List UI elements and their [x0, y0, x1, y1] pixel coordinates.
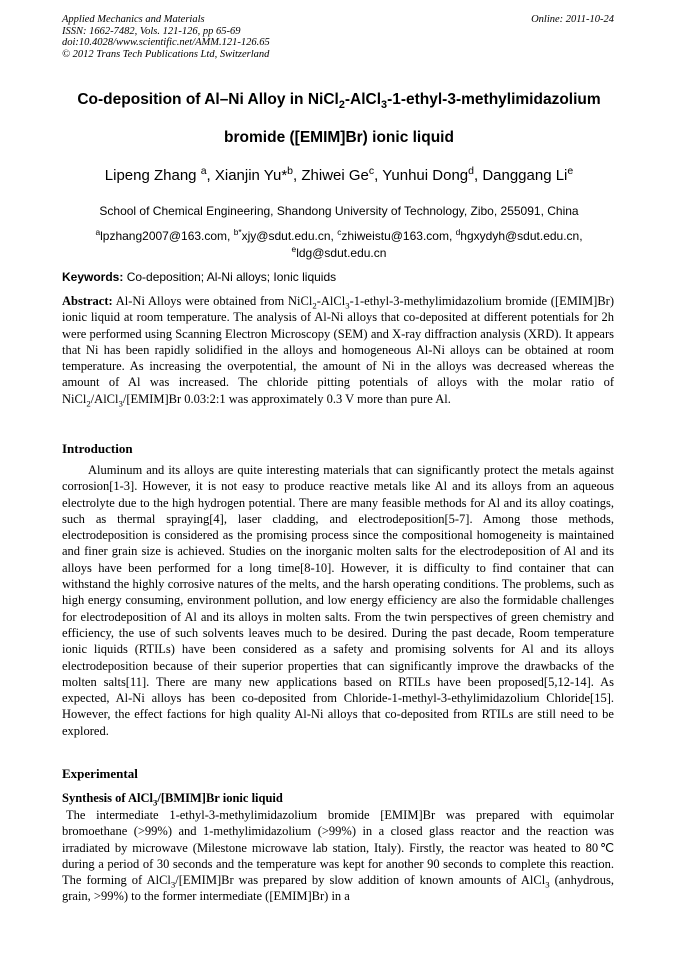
author-name: Lipeng Zhang	[104, 167, 197, 184]
synthesis-paragraph: The intermediate 1-ethyl-3-methylimidazolium bromide [EMIM]Br was prepared with equimolar bromoethane (>99%) and 1-methylimidazolium (>99%) in a closed glass reactor and the reaction was irradiated by microwave (Milestone microwave lab station, Italy). Firstly, the reactor was heated to 80℃ during a period of 30 seconds and the temperature was kept for another 90 seconds to complete this reaction. The forming of AlCl$_3$/[EMIM]Br was prepared by slow addition of known amounts of AlCl$_3$ (anhydrous, grain, >99%) to the former intermediate ([EMIM]Br) in a	[62, 808, 614, 904]
keywords-text: Co-deposition; Al-Ni alloys; Ionic liquids	[123, 270, 337, 284]
online-date: Online: 2011-10-24	[531, 14, 614, 25]
paper-title-line-1: Co-deposition of Al–Ni Alloy in NiCl$_2$-AlCl$_3$-1-ethyl-3-methylimidazolium	[77, 91, 601, 112]
author-emails: $^a$lpzhang2007@163.com, $^{b*}$xjy@sdut.edu.cn, $^c$zhiweistu@163.com, $^d$hgxydyh@sdut.edu.cn, $^e$ldg@sdut.edu.cn	[95, 227, 583, 260]
copyright-line: © 2012 Trans Tech Publications Ltd, Switzerland	[62, 48, 270, 60]
synthesis-subheading: Synthesis of AlCl$_3$/[BMIM]Br ionic liquid	[62, 791, 283, 808]
introduction-paragraph: Aluminum and its alloys are quite interesting materials that can significantly protect the metals against corrosion[1-3]. However, it is not easy to produce reactive metals like Al and its alloys from an aqueous electrolyte due to the high hydrogen potential. There are many feasible methods for Al and its alloy coatings, such as thermal spraying[4], laser cladding, and electrodeposition[5-7]. Among those methods, electrodeposition is considered as the promising process since the compositional homogeneity is maintained and finer grain size is achieved. Studies on the inorganic molten salts for the electrodeposition of Al and its alloys have been performed for a long time[8-10]. However, it is difficulty to find container that can withstand the highly corrosive natures of the melts, and the harsh operating conditions. The problems, such as high energy consuming, environment pollution, and low energy efficiency are also the formidable challenges for electrodeposition of Al and its alloys in molten salts. From the twin perspectives of green chemistry and efficiency, the use of such solvents leaves much to be desired. During the past decade, Room temperature ionic liquids (RTILs) have been considered as a safety and promising solvents for Al and its alloys electrodeposition because of their superior properties that can significantly improve the drawbacks of the molten salts[11]. There are many new applications based on RTILs have been proposed[5,12-14]. As expected, Al-Ni alloys has been co-deposited from Chloride-1-methyl-3-ethylimidazolium Chloride[15]. However, the effect factions for high quality Al-Ni alloys that co-deposited from RTILs are still need to be explored.	[62, 463, 614, 738]
keywords	[62, 270, 336, 284]
introduction-heading: Introduction	[62, 441, 133, 456]
experimental-heading: Experimental	[62, 766, 138, 781]
keywords-label: Keywords:	[62, 270, 124, 284]
affiliation: School of Chemical Engineering, Shandong University of Technology, Zibo, 255091, China	[99, 204, 579, 218]
author-name: Xianjin Yu*	[214, 167, 288, 184]
abstract-label: Abstract:	[62, 294, 113, 308]
journal-name: Applied Mechanics and Materials	[62, 14, 205, 25]
author-name: Zhiwei Ge	[301, 167, 369, 184]
journal-header	[62, 14, 270, 60]
author-list: Lipeng Zhang $^a$, Xianjin Yu*$^b$, Zhiwei Ge$^c$, Yunhui Dong$^d$, Danggang Li$^e$	[104, 165, 574, 184]
paper-title-line-2: bromide ([EMIM]Br) ionic liquid	[224, 129, 454, 146]
author-name: Yunhui Dong	[382, 167, 469, 184]
author-name: Danggang Li	[482, 167, 568, 184]
abstract: Abstract: Al-Ni Alloys were obtained from NiCl$_2$-AlCl$_3$-1-ethyl-3-methylimidazolium bromide ([EMIM]Br) ionic liquid at room temperature. The analysis of Al-Ni alloys that co-deposited at different potentials for 2h were performed using Scanning Electron Microscopy (SEM) and X-ray diffraction analysis (XRD). It appears that Ni has been rapidly solidified in the alloys and homogeneous Al-Ni alloys can be obtained at room temperature. As increasing the overpotential, the amount of Ni in the alloys was decreased whereas the amount of Al was increased. The chloride pitting potentials of alloys with the molar ratio of NiCl$_2$/AlCl$_3$/[EMIM]Br 0.03:2:1 was approximately 0.3 V more than pure Al.	[62, 294, 614, 409]
issn-line: ISSN: 1662-7482, Vols. 121-126, pp 65-69	[62, 25, 241, 37]
doi-line: doi:10.4028/www.scientific.net/AMM.121-126.65	[62, 37, 270, 48]
